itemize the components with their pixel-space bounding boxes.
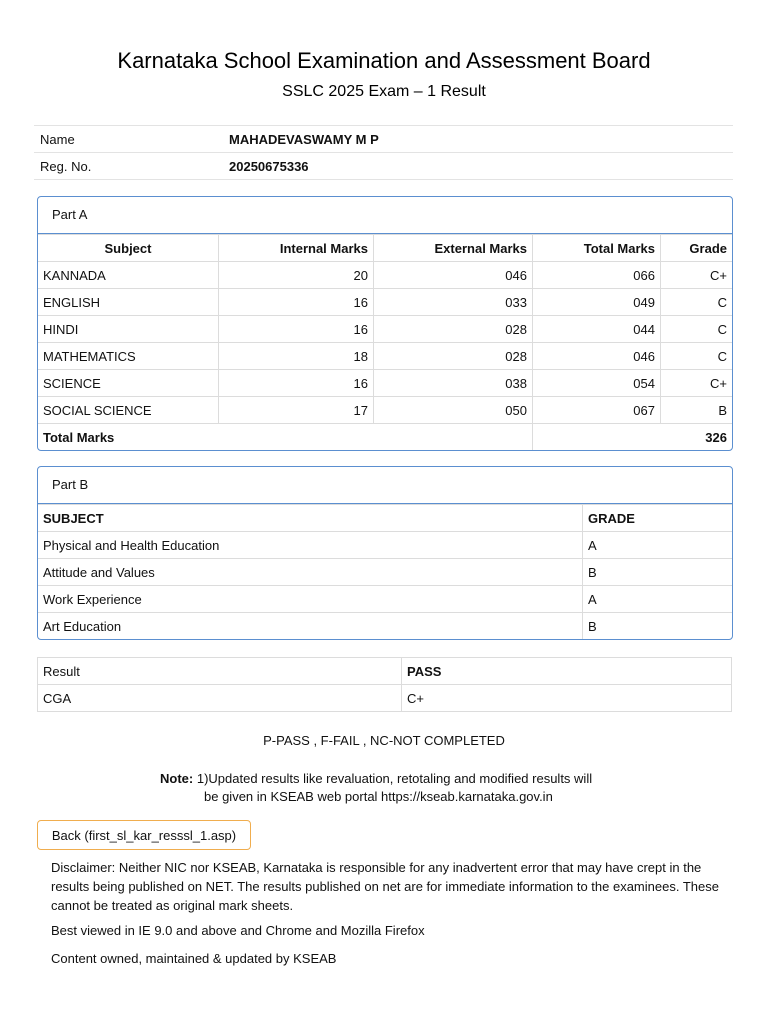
external-cell: 038 bbox=[374, 370, 533, 397]
grade-cell: A bbox=[583, 586, 733, 613]
grade-cell: C bbox=[661, 316, 733, 343]
table-header-row bbox=[38, 235, 732, 262]
part-b-panel bbox=[37, 466, 733, 640]
disclaimer-text: Disclaimer: Neither NIC nor KSEAB, Karnataka is responsible for any inadvertent error that may have crept in the results being published on NET. The results published on net are for immediate information to the examinees. These cannot be treated as original mark sheets. bbox=[51, 860, 719, 913]
grade-cell: C bbox=[661, 289, 733, 316]
col-grade: GRADE bbox=[583, 505, 733, 532]
page-title: Karnataka School Examination and Assessment Board bbox=[117, 48, 651, 73]
student-name: MAHADEVASWAMY M P bbox=[223, 126, 733, 153]
subject-cell: MATHEMATICS bbox=[38, 343, 219, 370]
page-subtitle: SSLC 2025 Exam – 1 Result bbox=[282, 83, 486, 100]
cga-value: C+ bbox=[402, 685, 732, 712]
subject-cell: Physical and Health Education bbox=[38, 532, 583, 559]
subject-cell: Art Education bbox=[38, 613, 583, 640]
grade-cell: C+ bbox=[661, 262, 733, 289]
total-cell: 066 bbox=[533, 262, 661, 289]
part-a-panel bbox=[37, 196, 733, 451]
external-cell: 028 bbox=[374, 343, 533, 370]
table-row bbox=[38, 262, 732, 289]
student-info-table bbox=[34, 125, 733, 180]
note-line-1: 1)Updated results like revaluation, retotaling and modified results will bbox=[196, 771, 593, 786]
name-label: Name bbox=[34, 126, 223, 153]
external-cell: 033 bbox=[374, 289, 533, 316]
subject-cell: ENGLISH bbox=[38, 289, 219, 316]
subject-cell: Attitude and Values bbox=[38, 559, 583, 586]
table-row bbox=[38, 559, 732, 586]
part-a-heading: Part A bbox=[38, 197, 732, 234]
table-header-row bbox=[38, 505, 732, 532]
subject-cell: KANNADA bbox=[38, 262, 219, 289]
subject-cell: HINDI bbox=[38, 316, 219, 343]
cga-label: CGA bbox=[38, 685, 402, 712]
external-cell: 050 bbox=[374, 397, 533, 424]
table-row bbox=[38, 532, 732, 559]
total-cell: 067 bbox=[533, 397, 661, 424]
part-b-heading: Part B bbox=[38, 467, 732, 504]
col-internal: Internal Marks bbox=[219, 235, 374, 262]
total-cell: 049 bbox=[533, 289, 661, 316]
grade-cell: B bbox=[583, 559, 733, 586]
table-row bbox=[38, 316, 732, 343]
back-button[interactable]: Back (first_sl_kar_resssl_1.asp) bbox=[37, 820, 251, 850]
total-marks-value: 326 bbox=[533, 424, 733, 451]
total-cell: 044 bbox=[533, 316, 661, 343]
table-row bbox=[38, 586, 732, 613]
grade-cell: B bbox=[661, 397, 733, 424]
grade-cell: A bbox=[583, 532, 733, 559]
part-b-table bbox=[38, 504, 732, 639]
table-row bbox=[38, 289, 732, 316]
grade-cell: B bbox=[583, 613, 733, 640]
note-line-2: be given in KSEAB web portal https://kseab.karnataka.gov.in bbox=[204, 789, 553, 804]
grade-cell: C+ bbox=[661, 370, 733, 397]
external-cell: 028 bbox=[374, 316, 533, 343]
table-row bbox=[38, 613, 732, 640]
total-cell: 054 bbox=[533, 370, 661, 397]
internal-cell: 16 bbox=[219, 289, 374, 316]
internal-cell: 20 bbox=[219, 262, 374, 289]
content-owned-text: Content owned, maintained & updated by KSEAB bbox=[51, 951, 337, 966]
col-grade: Grade bbox=[661, 235, 733, 262]
table-row bbox=[38, 397, 732, 424]
grade-cell: C bbox=[661, 343, 733, 370]
subject-cell: SOCIAL SCIENCE bbox=[38, 397, 219, 424]
result-table bbox=[37, 657, 732, 712]
best-viewed-text: Best viewed in IE 9.0 and above and Chrome and Mozilla Firefox bbox=[51, 923, 425, 938]
table-row bbox=[38, 343, 732, 370]
reg-label: Reg. No. bbox=[34, 153, 223, 180]
total-cell: 046 bbox=[533, 343, 661, 370]
col-total: Total Marks bbox=[533, 235, 661, 262]
reg-row bbox=[34, 153, 733, 180]
total-marks-row bbox=[38, 424, 732, 451]
result-label: Result bbox=[38, 658, 402, 685]
reg-number: 20250675336 bbox=[223, 153, 733, 180]
result-legend: P-PASS , F-FAIL , NC-NOT COMPLETED bbox=[263, 733, 505, 748]
internal-cell: 17 bbox=[219, 397, 374, 424]
col-external: External Marks bbox=[374, 235, 533, 262]
total-marks-label: Total Marks bbox=[38, 424, 533, 451]
note-text bbox=[140, 770, 640, 806]
col-subject: Subject bbox=[38, 235, 219, 262]
part-a-table bbox=[38, 234, 732, 450]
internal-cell: 16 bbox=[219, 316, 374, 343]
internal-cell: 16 bbox=[219, 370, 374, 397]
subject-cell: Work Experience bbox=[38, 586, 583, 613]
result-row bbox=[38, 658, 732, 685]
col-subject: SUBJECT bbox=[38, 505, 583, 532]
name-row bbox=[34, 126, 733, 153]
subject-cell: SCIENCE bbox=[38, 370, 219, 397]
note-label: Note: bbox=[160, 771, 194, 786]
cga-row bbox=[38, 685, 732, 712]
external-cell: 046 bbox=[374, 262, 533, 289]
internal-cell: 18 bbox=[219, 343, 374, 370]
table-row bbox=[38, 370, 732, 397]
result-value: PASS bbox=[402, 658, 732, 685]
